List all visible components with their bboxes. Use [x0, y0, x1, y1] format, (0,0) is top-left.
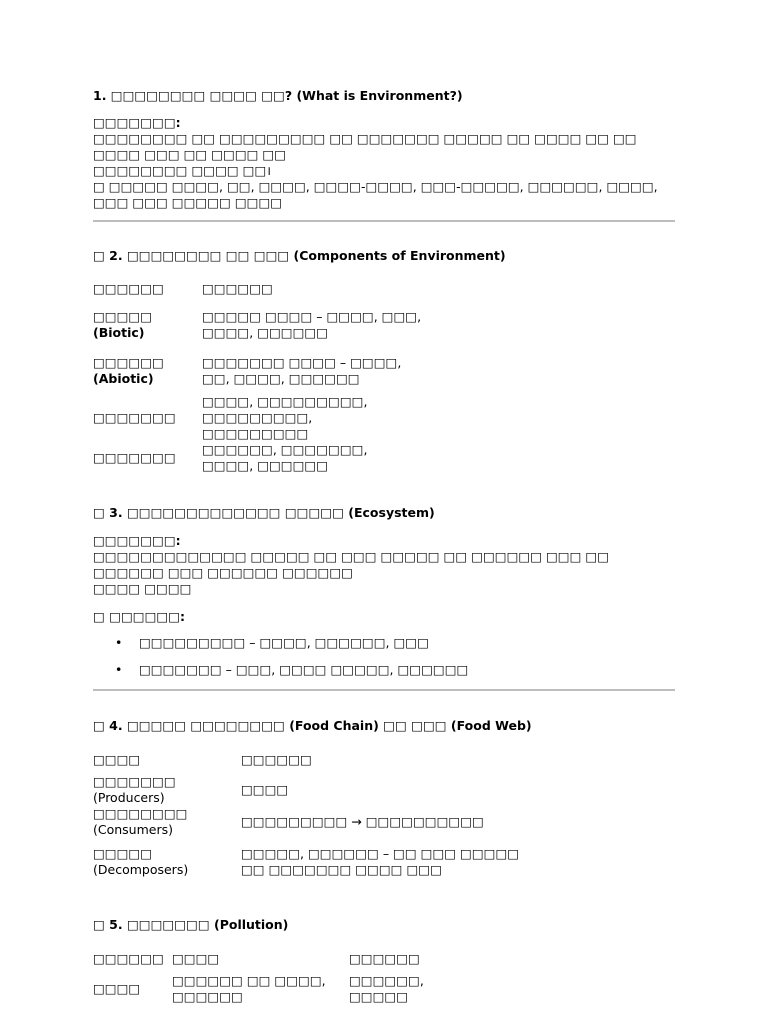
table-cell: □□□□: [93, 981, 141, 996]
table-cell: □□□□□□, □□□□□□□, □□□□, □□□□□□: [202, 442, 368, 473]
table-row: [93, 442, 422, 474]
definition-text-3a: □□□□□□□□□□□□□ □□□□□ □□ □□□ □□□□□ □□ □□□□□□ □□□ □□ □□□□□□ □□□ □□□□□□ □□□□□□: [93, 549, 610, 580]
table-cell: □□□□□, □□□□□□ – □□ □□□ □□□□□ □□ □□□□□□□ □□□□ □□□: [241, 846, 520, 877]
table-row: [93, 394, 422, 442]
table-row: [93, 973, 479, 1005]
table-row: [93, 774, 541, 806]
table-cell: □□□□□□□□□ → □□□□□□□□□□: [241, 814, 484, 829]
table-cell: □□□□□□ (Abiotic): [93, 355, 164, 386]
table-header-cell: □□□□□□: [93, 281, 164, 296]
table-header-cell: □□□□□□: [241, 752, 312, 767]
list-item: • □□□□□□□□□ – □□□□, □□□□□□, □□□: [115, 635, 429, 650]
table-row: [93, 838, 541, 886]
table-cell: □□□□□□□ □□□□ – □□□□, □□, □□□□, □□□□□□: [202, 355, 402, 386]
section-heading-3: □ 3. □□□□□□□□□□□□□ □□□□□ (Ecosystem): [93, 505, 435, 520]
table-header-cell: □□□□□□: [202, 281, 273, 296]
section-heading-4: □ 4. □□□□□ □□□□□□□□ (Food Chain) □□ □□□ (Food Web): [93, 718, 532, 733]
table-cell: □□□□□□□: [93, 410, 176, 425]
table-header-cell: □□□□: [93, 752, 141, 767]
section-heading-2: □ 2. □□□□□□□□ □□ □□□ (Components of Environment): [93, 248, 506, 263]
table-cell: □□□□□ (Biotic): [93, 309, 153, 340]
components-table: [93, 276, 422, 474]
table-row: [93, 348, 422, 394]
table-cell: □□□□□□□: [93, 450, 176, 465]
table-row: [93, 276, 422, 302]
section-heading-1: 1. □□□□□□□□ □□□□ □□? (What is Environment?): [93, 88, 463, 103]
examples-list: [93, 635, 675, 678]
table-cell: □□□□□ □□□□ – □□□□, □□□, □□□□, □□□□□□: [202, 309, 422, 340]
document-body: [93, 88, 675, 1005]
table-header-cell: □□□□□□: [349, 951, 420, 966]
definition-label-1: □□□□□□□:: [93, 115, 181, 130]
table-cell: □□□□, □□□□□□□□□, □□□□□□□□□, □□□□□□□□□: [202, 394, 368, 441]
table-row: [93, 945, 479, 973]
definition-text-1a: □□□□□□□□ □□ □□□□□□□□□ □□ □□□□□□□ □□□□□ □□ □□□□ □□ □□ □□□□ □□□ □□ □□□□ □□: [93, 131, 637, 162]
list-item: • □□□□□□□ – □□□, □□□□ □□□□□, □□□□□□: [115, 662, 469, 677]
table-header-cell: □□□□: [172, 951, 220, 966]
definition-label-3: □□□□□□□:: [93, 533, 181, 548]
table-cell: □□□□□ (Decomposers): [93, 846, 189, 877]
definition-text-1b: □□□□□□□□ □□□□ □□।: [93, 163, 272, 178]
pollution-table: [93, 945, 479, 1005]
table-cell: □□□□□□□ (Producers): [93, 774, 176, 805]
table-row: [93, 746, 541, 774]
bullet-icon: •: [115, 662, 123, 677]
definition-text-1c: □ □□□□□ □□□□, □□, □□□□, □□□□-□□□□, □□□-□□□□□, □□□□□□, □□□□, □□□ □□□ □□□□□ □□□□: [93, 179, 658, 210]
bullet-icon: •: [115, 635, 123, 650]
table-cell: □□□□□□, □□□□□: [349, 973, 424, 1004]
food-chain-table: [93, 746, 541, 886]
table-cell: □□□□: [241, 782, 289, 797]
table-header-cell: □□□□□□: [93, 951, 164, 966]
table-cell: □□□□□□ □□ □□□□, □□□□□□: [172, 973, 326, 1004]
section-heading-5: □ 5. □□□□□□□ (Pollution): [93, 917, 289, 932]
table-cell: □□□□□□□□ (Consumers): [93, 806, 188, 837]
table-row: [93, 302, 422, 348]
definition-text-3b: □□□□ □□□□: [93, 581, 192, 596]
table-row: [93, 806, 541, 838]
examples-label: □ □□□□□□:: [93, 609, 186, 624]
